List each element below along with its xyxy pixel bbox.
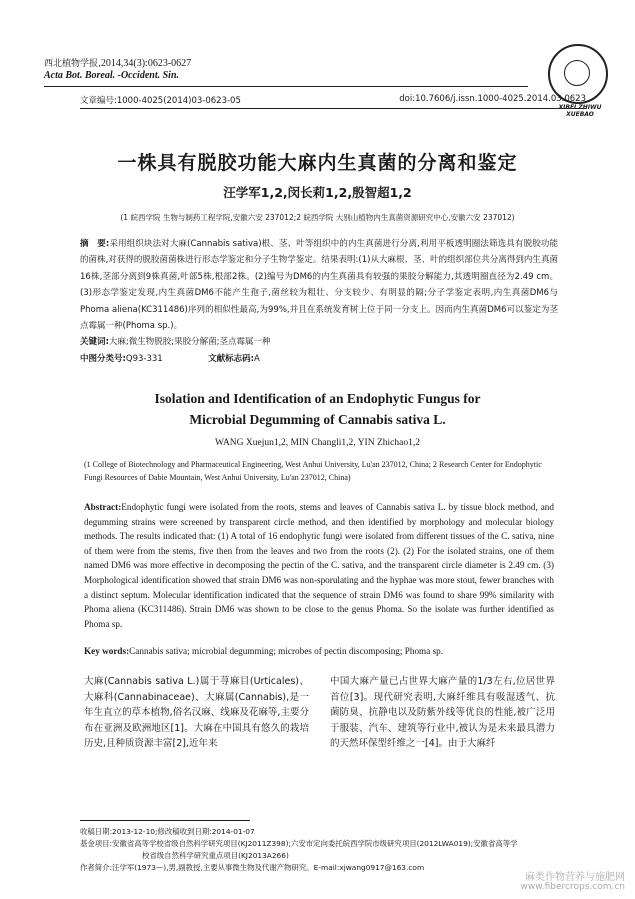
abstract-en-label: Abstract:	[84, 502, 122, 512]
doc-code: A	[254, 353, 260, 364]
body-column-right: 中国大麻产量已占世界大麻产量的1/3左右,位居世界首位[3]。现代研究表明,大麻纤维具有吸湿透气、抗菌防臭、抗静电以及防紫外线等优良的性能,被广泛用于服装、汽车、建筑等行业中,被认为是未来最具潜力的天然环保型纤维之一[4]。由于大麻纤	[330, 676, 555, 749]
journal-header	[44, 58, 191, 70]
footnote-funding-1: 基金项目:安徽省高等学校省级自然科学研究项目(KJ2011Z398);六安市定向委托皖西学院市级研究项目(2012LWA019);安徽省高等学	[80, 839, 518, 848]
keywords-zh-label: 关键词:	[80, 337, 109, 348]
journal-issue: 2014,34(3):0623-0627	[100, 58, 192, 69]
header-rule-thin	[44, 86, 528, 87]
doc-code-label: 文献标志码:	[208, 353, 255, 364]
affiliation-en: (1 College of Biotechnology and Pharmaceutical Engineering, West Anhui University, Lu'an 237012, China; 2 Research Center for Endophytic Fungi Resources of Dabie Mountain, West Anhui University, Lu'an 237012, China)	[84, 460, 542, 482]
doi: doi:10.7606/j.issn.1000-4025.2014.03.0623	[399, 94, 586, 104]
page-title-zh: 一株具有脱胶功能大麻内生真菌的分离和鉴定	[117, 152, 518, 174]
abstract-zh-label: 摘 要:	[80, 239, 110, 249]
authors-zh: 汪学军1,2,闵长莉1,2,殷智超1,2	[223, 185, 412, 200]
clc-code: Q93-331	[125, 353, 163, 364]
abstract-zh	[80, 236, 558, 367]
abstract-en-text: Endophytic fungi were isolated from the roots, stems and leaves of Cannabis sativa L. by tissue block method, and degumming strains were screened by transparent circle method, and then identified by morphology and molecular biology methods. The results indicated that: (1) A total of 16 endophytic fungi were isolated from different tissues of the C. sativa, nine of them were from the stems, five then from the leaves and two from the roots (2). (2) For the isolated strains, one of them named DM6 was more effective in decomposing the pectin of the C. sativa, and the transparent circle diameter is 2.49 cm. (3) Morphological identification showed that strain DM6 was non-sporulating and the hyphae was more stout, fewer branches with a distinct septum. Molecular identification indicated that the sequence of strain DM6 was found to share 99% similarity with Phoma aliena (KC311486). Strain DM6 was shown to be close to the genus Phoma. So the isolate was further identified as Phoma sp.	[84, 502, 554, 629]
footnote-received: 收稿日期:2013-12-10;修改稿收到日期:2014-01-07	[80, 827, 255, 836]
clc-label: 中图分类号:	[80, 353, 126, 364]
keywords-en-block	[84, 646, 554, 656]
article-id: 文章编号:1000-4025(2014)03-0623-05	[80, 96, 241, 106]
header-rule	[80, 108, 586, 109]
logo-emblem-icon	[564, 60, 590, 86]
authors-en: WANG Xuejun1,2, MIN Changli1,2, YIN Zhichao1,2	[215, 438, 420, 448]
keywords-zh: 大麻;微生物脱胶;果胶分解菌;茎点霉属一种	[108, 337, 271, 348]
watermark-url: www.fibercrops.com.cn	[520, 882, 625, 892]
footnote-rule	[80, 820, 250, 821]
journal-name-en: Acta Bot. Boreal. -Occident. Sin.	[44, 70, 179, 81]
keywords-en: Cannabis sativa; microbial degumming; microbes of pectin discomposing; Phoma sp.	[129, 646, 444, 656]
keywords-en-label: Key words:	[84, 646, 130, 656]
title-en-line-1: Isolation and Identification of an Endophytic Fungus for	[154, 391, 481, 406]
journal-name-zh: 西北植物学报,	[44, 59, 101, 69]
abstract-zh-text: 采用组织块法对大麻(Cannabis sativa)根、茎、叶等组织中的内生真菌进行分离,利用平板透明圈法筛选具有脱胶功能的菌株,对获得的脱胶菌菌株进行形态学鉴定和分子生物学鉴定。结果表明:(1)从大麻根、茎、叶的组织部位共分离得到内生真菌16株,茎部分离到9株真菌,叶部5株,根部2株。(2)编号为DM6的内生真菌具有较强的果胶分解能力,其透明圈直径为2.49 cm。(3)形态学鉴定发现,内生真菌DM6不能产生孢子,菌丝较为粗壮、分支较少、有明显的隔;分子学鉴定表明,内生真菌DM6与Phoma aliena(KC311486)序列的相似性最高,为99%,并且在系统发育树上位于同一分支上。因而内生真菌DM6可以鉴定为茎点霉属一种(Phoma sp.)。	[80, 239, 558, 332]
body-column-left: 大麻(Cannabis sativa L.)属于荨麻目(Urticales)、大麻科(Cannabinaceae)、大麻属(Cannabis),是一年生直立的草本植物,俗名汉麻、线麻及花麻等,主要分布在亚洲及欧洲地区[1]。大麻在中国具有悠久的栽培历史,且种质资源丰富[2],近年来	[84, 676, 309, 749]
footnote-author: 作者简介:汪学军(1973—),男,副教授,主要从事微生物及代谢产物研究。E-mail:xjwang0917@163.com	[80, 863, 425, 872]
title-en-line-2: Microbial Degumming of Cannabis sativa L.	[189, 412, 446, 427]
affiliation-zh: (1 皖西学院 生物与制药工程学院,安徽六安 237012;2 皖西学院 大别山植物内生真菌资源研究中心,安徽六安 237012)	[120, 213, 515, 222]
footnote-funding-2: 校省级自然科学研究重点项目(KJ2013A266)	[142, 851, 289, 860]
page-title-en	[40, 388, 595, 430]
abstract-en	[84, 500, 554, 631]
watermark-text: 麻类作物营养与施肥网	[525, 872, 625, 883]
logo-text: XIBEI ZHIWU XUEBAO	[558, 104, 602, 118]
